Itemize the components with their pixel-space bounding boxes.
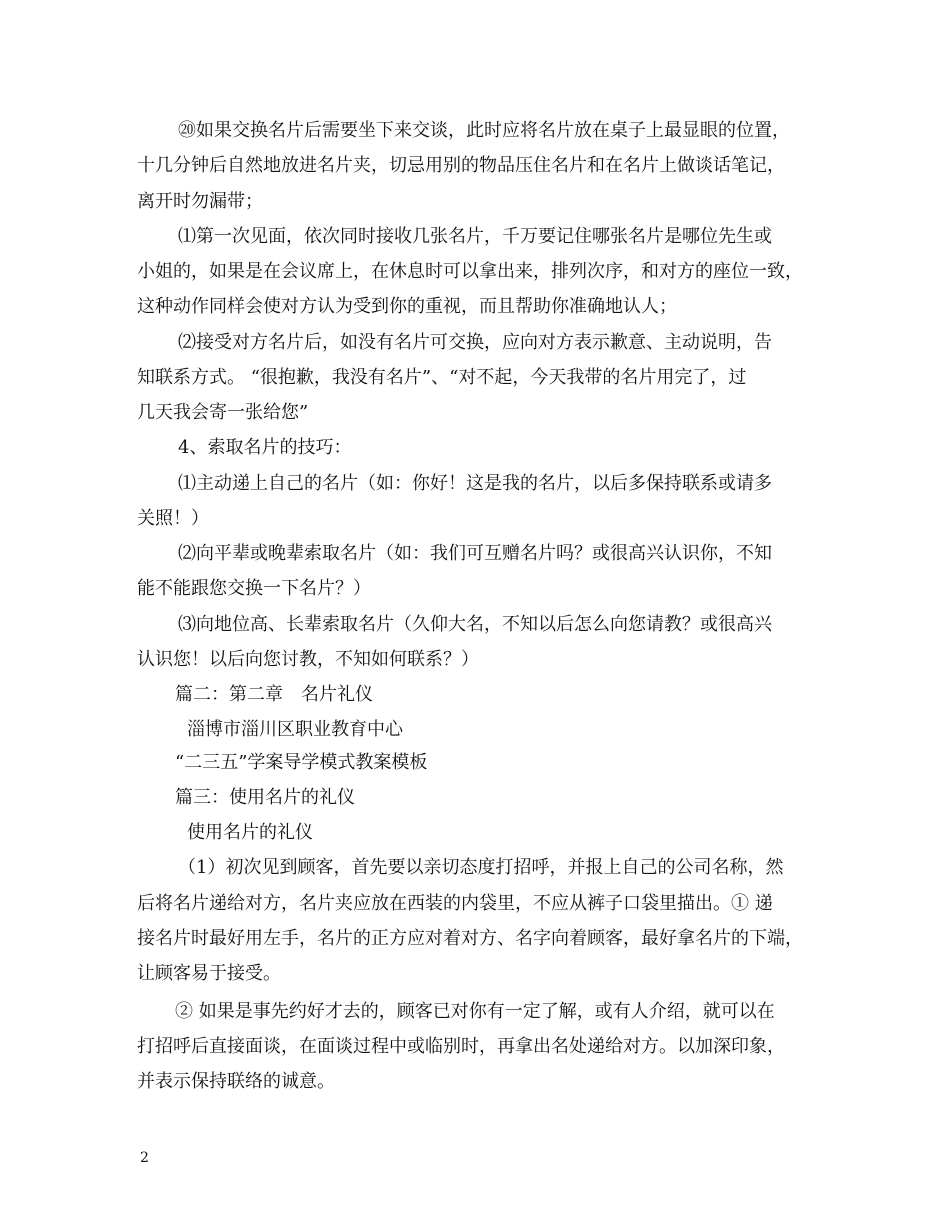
text-line: ⑶向地位高、长辈索取名片（久仰大名，不知以后怎么向您请教？或很高兴	[178, 614, 772, 635]
text-line: ⑵向平辈或晚辈索取名片（如：我们可互赠名片吗？或很高兴认识你，不知	[178, 543, 772, 564]
text-line: 后将名片递给对方，名片夹应放在西装的内袋里，不应从裤子口袋里描出。① 递	[137, 893, 773, 914]
text-line: 让顾客易于接受。	[137, 963, 281, 984]
text-line: 接名片时最好用左手，名片的正方应对着对方、名字向着顾客，最好拿名片的下端，	[137, 928, 803, 949]
text-line: 关照！）	[137, 508, 209, 529]
text-line: 能不能跟您交换一下名片？）	[137, 578, 371, 599]
text-line: 知联系方式。 “很抱歉，我没有名片”、“对不起，今天我带的名片用完了，过	[137, 367, 747, 388]
chapter-heading: 篇二：第二章 名片礼仪	[175, 684, 373, 705]
text-line: ⑴第一次见面，依次同时接收几张名片，千万要记住哪张名片是哪位先生或	[178, 226, 772, 247]
text-line: 离开时勿漏带；	[137, 191, 263, 212]
chapter-heading: 篇三：使用名片的礼仪	[175, 787, 355, 808]
text-line: （1）初次见到顾客，首先要以亲切态度打招呼，并报上自己的公司名称，然	[178, 857, 784, 878]
section-heading: 4、索取名片的技巧：	[178, 437, 352, 458]
text-line: 几天我会寄一张给您”	[137, 402, 309, 423]
text-line: “二三五”学案导学模式教案模板	[175, 752, 428, 773]
text-line: 小姐的，如果是在会议席上，在休息时可以拿出来，排列次序，和对方的座位一致，	[137, 261, 803, 282]
text-line: 并表示保持联络的诚意。	[137, 1071, 335, 1092]
text-line: ⑵接受对方名片后，如没有名片可交换，应向对方表示歉意、主动说明，告	[178, 332, 772, 353]
text-line: ⑳如果交换名片后需要坐下来交谈，此时应将名片放在桌子上最显眼的位置，	[178, 120, 790, 141]
page-number: 2	[140, 1150, 149, 1166]
text-line: ⑴主动递上自己的名片（如：你好！这是我的名片，以后多保持联系或请多	[178, 473, 772, 494]
text-line: 淄博市淄川区职业教育中心	[187, 719, 403, 740]
text-line: 这种动作同样会使对方认为受到你的重视，而且帮助你准确地认人；	[137, 296, 677, 317]
text-line: ② 如果是事先约好才去的，顾客已对你有一定了解，或有人介绍，就可以在	[175, 1001, 775, 1022]
text-line: 十几分钟后自然地放进名片夹，切忌用别的物品压住名片和在名片上做谈话笔记，	[137, 155, 785, 176]
text-line: 使用名片的礼仪	[187, 822, 313, 843]
text-line: 认识您！以后向您讨教，不知如何联系？）	[137, 649, 479, 670]
text-line: 打招呼后直接面谈，在面谈过程中或临别时，再拿出名处递给对方。以加深印象，	[137, 1036, 785, 1057]
